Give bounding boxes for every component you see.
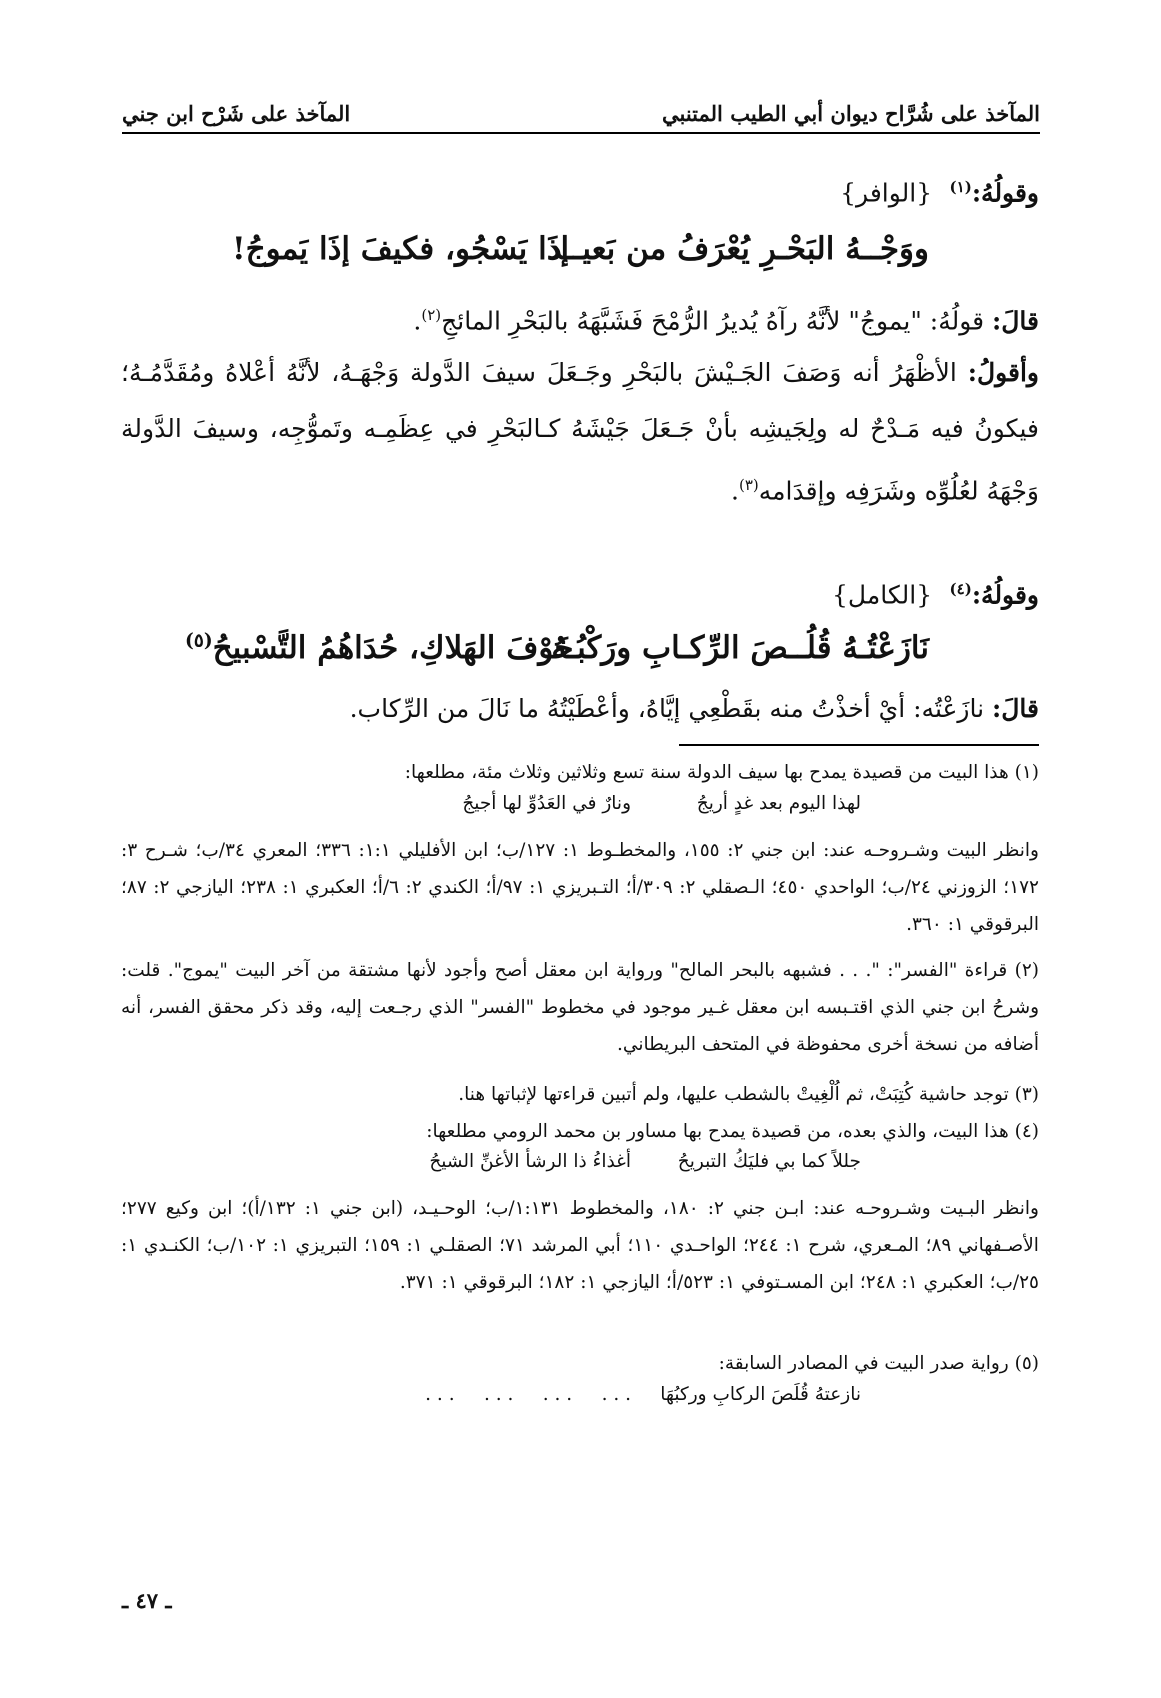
aqul-label: وأقولُ: xyxy=(967,358,1039,387)
footnote-number: (٥) xyxy=(1014,1353,1039,1374)
entry-1-verse-first-hemistich: ووَجْــهُ البَحْـرِ يُعْرَفُ من بَعيــد xyxy=(547,231,929,267)
footnote-1-verse-second: ونارٌ في العَدُوِّ لها أجيجُ xyxy=(462,793,631,814)
footnote-text: هذا البيت من قصيدة يمدح بها سيف الدولة سنة تسع وثلاثين وثلاث مئة، مطلعها: xyxy=(404,762,1009,783)
footnote-3 xyxy=(121,1076,1039,1113)
footnote-text: هذا البيت، والذي بعده، من قصيدة يمدح بها مساور بن محمد الرومي مطلعها: xyxy=(426,1121,1009,1142)
footnote-ref: (٢) xyxy=(421,306,442,324)
entry-1-verse-second-hemistich: إذَا يَسْجُو، فكيفَ إذَا يَموجُ! xyxy=(232,231,570,267)
entry-2-verse-second-hemistich xyxy=(185,630,574,666)
footnote-5 xyxy=(121,1345,1039,1382)
footnote-1-sources: وانظر البيت وشـروحـه عند: ابن جني ٢: ١٥٥، والمخطـوط ١: ١٢٧/ب؛ ابن الأفليلي ١:١: ٣٣٦؛ المعري ٣٤/ب؛ شـرح ٣: ١٧٢؛ الزوزني ٢٤/ب؛ الواحدي ٤٥٠؛ الـصقلي ٢: ٣٠٩/أ؛ التـبريزي ١: ٩٧/أ؛ الكندي ٢: ٦/أ؛ العكبري ١: ٢٣٨؛ اليازجي ٢: ٨٧؛ البرقوقي ١: ٣٦٠. xyxy=(121,840,1039,935)
entry-2-intro xyxy=(121,580,1039,609)
footnote-4 xyxy=(121,1113,1039,1150)
header-chapter-title: المآخذ على شَرْح ابن جني xyxy=(122,101,351,126)
qala-text: نازَعْتُه: أيْ أخذْتُ منه بقَطْعِي إيَّاهُ، وأعْطَيْتُهُ ما نَالَ من الرِّكاب. xyxy=(349,694,985,723)
meter-name: {الكامل} xyxy=(831,580,933,610)
qala-label: قالَ: xyxy=(992,306,1039,336)
entry-2-verse-first-hemistich: نَازَعْتُـهُ قُلُــصَ الرِّكـابِ ورَكْبُـهُ xyxy=(551,630,929,666)
footnote-4-verse-first: جللاً كما بي فليَكُ التبريحُ xyxy=(677,1151,861,1172)
footnote-4-verse-second: أغذاءُ ذا الرشأ الأغنِّ الشيحُ xyxy=(429,1151,631,1172)
running-header xyxy=(122,96,1040,134)
intro-label: وقولُهُ: xyxy=(971,580,1039,610)
entry-1-aqul: وأقولُ: الأظْهَرُ أنه وَصَفَ الجَـيْشَ بالبَحْرِ وجَـعَلَ سيفَ الدَّولة وَجْهَـهُ، لأنَّهُ أعْلاهُ ومُقَدَّمُـهُ؛ فيكونُ فيه مَـدْحٌ له ولِجَيشِه بأنْ جَـعَلَ جَيْشَهُ كـالبَحْرِ في عِظَمِـه وتَموُّجِه، وسيفَ الدَّولة وَجْهَهُ لعُلُوِّه وشَرَفِه وإقدَامه$^{(٣)}$. xyxy=(121,358,1039,506)
footnote-1-verse-first: لهذا اليوم بعد غدٍ أريجُ xyxy=(696,793,861,814)
qala-text: قولُهُ: "يموجُ" لأنَّهُ رآهُ يُديرُ الرُّمْحَ فَشَبَّهَهُ بالبَحْرِ المائجِ xyxy=(441,306,985,336)
footnote-number: (٤) xyxy=(1014,1121,1039,1142)
header-book-title: المآخذ على شُرَّاح ديوان أبي الطيب المتنبي xyxy=(662,101,1040,126)
footnote-1 xyxy=(121,754,1039,791)
footnote-ref: (٣) xyxy=(738,476,759,494)
footnote-number: (١) xyxy=(1014,762,1039,783)
footnote-text: رواية صدر البيت في المصادر السابقة: xyxy=(718,1353,1009,1374)
footnote-separator xyxy=(679,744,1039,746)
entry-2-qala xyxy=(121,684,1039,734)
aqul-text: الأظْهَرُ أنه وَصَفَ الجَـيْشَ بالبَحْرِ وجَـعَلَ سيفَ الدَّولة وَجْهَـهُ، لأنَّهُ أعْلاهُ ومُقَدَّمُـهُ؛ فيكونُ فيه مَـدْحٌ له ولِجَيشِه بأنْ جَـعَلَ جَيْشَهُ كـالبَحْرِ في عِظَمِـه وتَموُّجِه، وسيفَ الدَّولة وَجْهَهُ لعُلُوِّه وشَرَفِه وإقدَامه xyxy=(121,358,1039,506)
footnote-ref: (٥) xyxy=(185,630,213,652)
meter-name: {الوافر} xyxy=(840,178,933,208)
qala-label: قالَ: xyxy=(992,694,1039,723)
entry-1-intro xyxy=(121,178,1039,207)
footnote-2 xyxy=(121,952,1039,1063)
footnote-number: (٢) xyxy=(1014,960,1039,981)
footnote-5-verse-first: نازعتهُ قُلَصَ الركابِ وركبُهَا xyxy=(660,1384,861,1405)
footnote-text: قراءة "الفسر": ". . . فشبهه بالبحر المالح" ورواية ابن معقل أصح وأجود لأنها مشتقة من آخر البيت "يموج". قلت: وشرحُ ابن جني الذي اقتـبسه ابن معقل غـير موجود في مخطوط "الفسر" الذي رجـعت إليه، وقد ذكر محقق الفسر، أنه أضافه من نسخة أخرى محفوظة في المتحف البريطاني. xyxy=(121,960,1040,1055)
footnote-5-verse-second: . . . . . . . . . . . . xyxy=(425,1384,631,1405)
page-number: ـ ٤٧ ـ xyxy=(122,1588,172,1613)
footnote-ref: (٤) xyxy=(949,580,972,598)
footnote-number: (٣) xyxy=(1014,1084,1039,1105)
intro-label: وقولُهُ: xyxy=(971,178,1039,208)
verse-text: خَوْفَ الهَلاكِ، حُدَاهُمُ التَّسْبيحُ xyxy=(212,630,574,666)
footnote-ref: (١) xyxy=(949,178,972,196)
footnote-4-sources: وانظر البـيت وشـروحـه عند: ابـن جني ٢: ١٨٠، والمخطوط ١:١٣١/ب؛ الوحـيـد، (ابن جني ١: ١٣٢/أ)؛ ابن وكيع ٢٧٧؛ الأصـفهاني ٨٩؛ المـعري، شرح ١: ٢٤٤؛ الواحـدي ١١٠؛ أبي المرشد ٧١؛ الصقلـي ١: ١٥٩؛ التبريزي ١: ١٠٢/ب؛ الكنـدي ١: ٢٥/ب؛ العكبري ١: ٢٤٨؛ ابن المسـتوفي ١: ٥٢٣/أ؛ اليازجي ١: ١٨٢؛ البرقوقي ١: ٣٧١. xyxy=(121,1198,1039,1293)
footnote-text: توجد حاشية كُتِبَتْ، ثم اُلْغِيتْ بالشطب عليها، ولم أتبين قراءتها لإثباتها هنا. xyxy=(458,1084,1009,1105)
entry-1-qala: قالَ: قولُهُ: "يموجُ" لأنَّهُ رآهُ يُديرُ الرُّمْحَ فَشَبَّهَهُ بالبَحْرِ المائجِ$^{(٢)}$. xyxy=(413,306,1039,336)
